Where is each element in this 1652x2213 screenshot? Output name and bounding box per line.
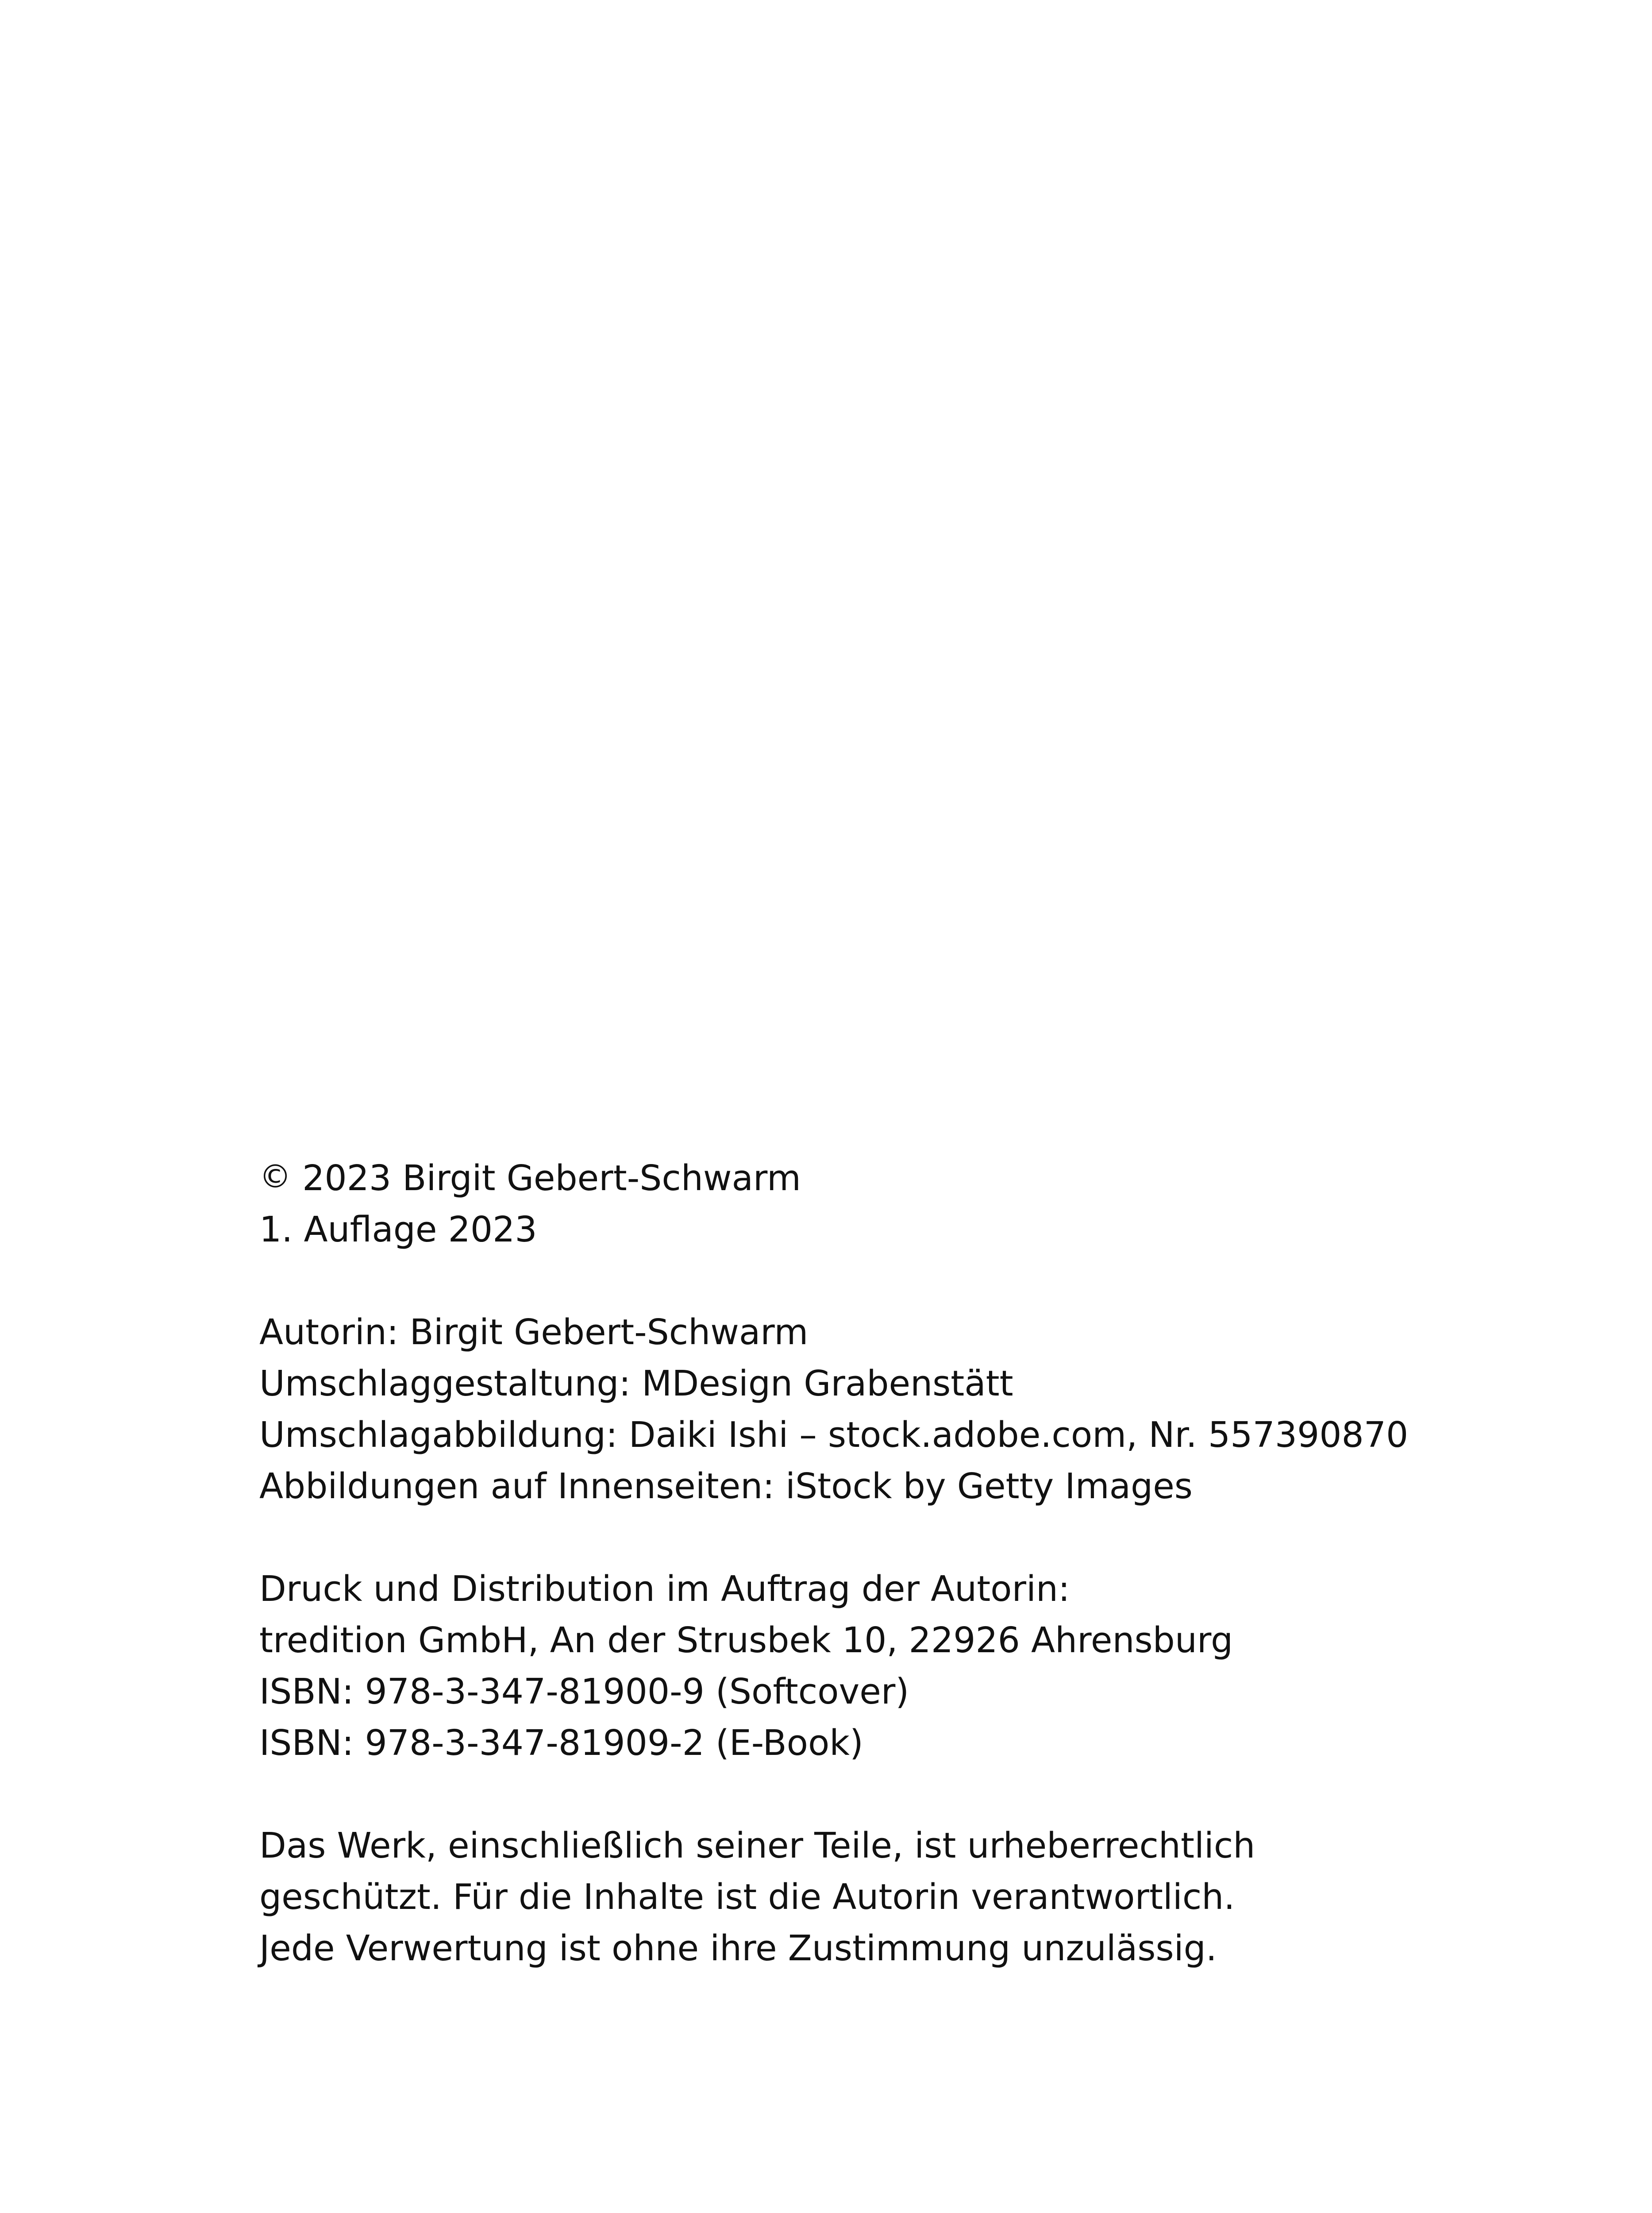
- rights-line: Das Werk, einschließlich seiner Teile, ist urheberrechtlich: [259, 1825, 1255, 1866]
- rights-line: geschützt. Für die Inhalte ist die Autorin verantwortlich.: [259, 1877, 1235, 1917]
- distribution-line: Druck und Distribution im Auftrag der Autorin:: [259, 1569, 1070, 1609]
- publisher-address: tredition GmbH, An der Strusbek 10, 22926 Ahrensburg: [259, 1620, 1233, 1661]
- cover-design-credit: Umschlaggestaltung: MDesign Grabenstätt: [259, 1363, 1013, 1404]
- spacer: [259, 1512, 1587, 1563]
- copyright-text: 2023 Birgit Gebert-Schwarm: [302, 1158, 801, 1199]
- isbn-ebook: ISBN: 978-3-347-81909-2 (E-Book): [259, 1723, 863, 1763]
- spacer: [259, 1769, 1587, 1820]
- imprint-block: [259, 1151, 1587, 1974]
- cover-image-credit: Umschlagabbildung: Daiki Ishi – stock.adobe.com, Nr. 557390870: [259, 1415, 1409, 1455]
- copyright-line: [259, 1151, 1587, 1204]
- rights-line: Jede Verwertung ist ohne ihre Zustimmung unzulässig.: [259, 1928, 1217, 1969]
- isbn-softcover: ISBN: 978-3-347-81900-9 (Softcover): [259, 1671, 909, 1712]
- edition-line: 1. Auflage 2023: [259, 1209, 537, 1250]
- author-credit: Autorin: Birgit Gebert-Schwarm: [259, 1312, 809, 1353]
- copyright-symbol: ©: [259, 1158, 291, 1195]
- interior-images-credit: Abbildungen auf Innenseiten: iStock by Getty Images: [259, 1466, 1193, 1507]
- spacer: [259, 1255, 1587, 1307]
